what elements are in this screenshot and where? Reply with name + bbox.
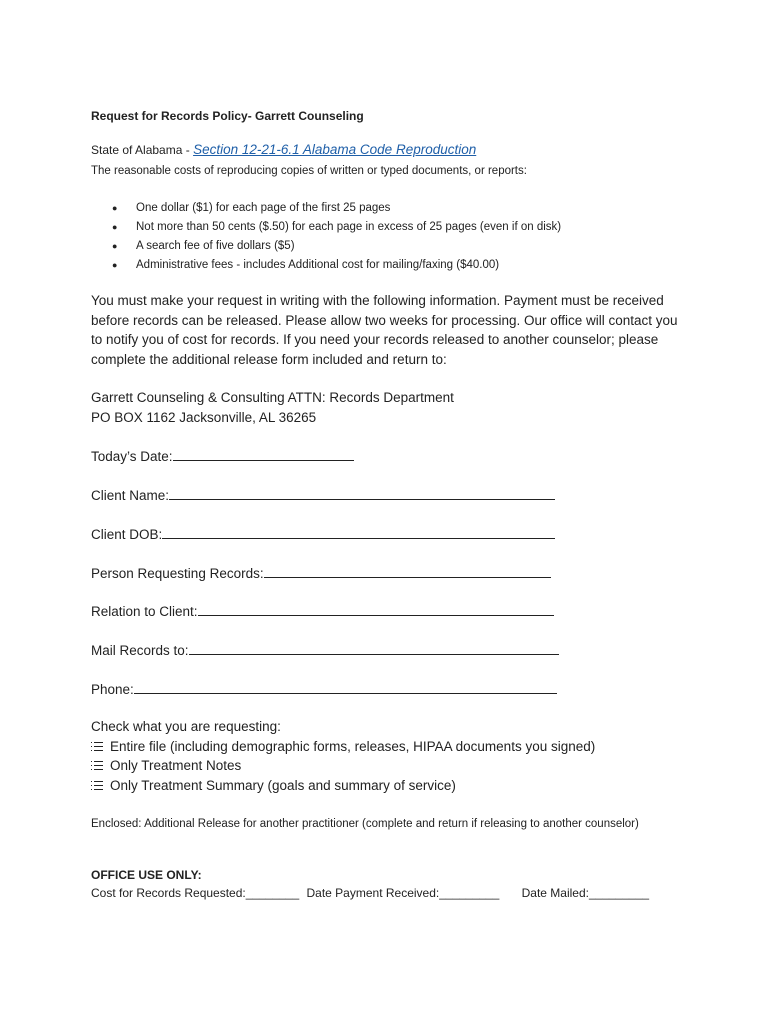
- phone-field: [91, 679, 557, 699]
- document-title: Request for Records Policy- Garrett Counseling: [91, 109, 364, 123]
- client-dob-input[interactable]: [162, 524, 555, 539]
- request-option[interactable]: [91, 756, 241, 776]
- request-option-label: Only Treatment Summary (goals and summary of service): [110, 778, 456, 793]
- alabama-code-link[interactable]: Section 12-21-6.1 Alabama Code Reproduction: [193, 142, 477, 157]
- request-option[interactable]: [91, 737, 595, 757]
- phone-label: Phone:: [91, 682, 134, 697]
- relation-label: Relation to Client:: [91, 604, 198, 619]
- date-mailed-field[interactable]: Date Mailed:_________: [521, 886, 650, 900]
- request-checklist-heading: Check what you are requesting:: [91, 719, 281, 734]
- phone-input[interactable]: [134, 679, 557, 694]
- client-name-field: [91, 485, 555, 505]
- relation-field: [91, 601, 554, 621]
- checklist-icon[interactable]: [91, 781, 103, 791]
- client-dob-field: [91, 524, 555, 544]
- mailing-address: [91, 388, 454, 427]
- fee-item: ● Administrative fees - includes Additional cost for mailing/faxing ($40.00): [112, 256, 561, 275]
- fee-item: ● Not more than 50 cents ($.50) for each page in excess of 25 pages (even if on disk): [112, 218, 561, 237]
- mail-to-field: [91, 640, 559, 660]
- state-prefix: State of Alabama -: [91, 143, 194, 157]
- request-option-label: Entire file (including demographic forms, releases, HIPAA documents you signed): [110, 739, 596, 754]
- client-name-input[interactable]: [169, 485, 555, 500]
- intro-text: The reasonable costs of reproducing copies of written or typed documents, or reports:: [91, 165, 527, 177]
- checklist-icon[interactable]: [91, 761, 103, 771]
- person-requesting-field: [91, 563, 551, 583]
- mail-to-label: Mail Records to:: [91, 643, 189, 658]
- fee-list: [112, 199, 561, 275]
- request-option[interactable]: [91, 776, 456, 796]
- todays-date-input[interactable]: [173, 446, 354, 461]
- fee-item: ● One dollar ($1) for each page of the first 25 pages: [112, 199, 561, 218]
- address-line-1: Garrett Counseling & Consulting ATTN: Records Department: [91, 390, 454, 405]
- mail-to-input[interactable]: [189, 640, 559, 655]
- person-requesting-input[interactable]: [264, 563, 551, 578]
- cost-requested-field[interactable]: Cost for Records Requested:________: [91, 886, 300, 900]
- address-line-2: PO BOX 1162 Jacksonville, AL 36265: [91, 409, 317, 425]
- enclosed-note: Enclosed: Additional Release for another practitioner (complete and return if releasing to another counselor): [91, 818, 639, 830]
- person-requesting-label: Person Requesting Records:: [91, 566, 264, 581]
- state-reference: [91, 142, 476, 157]
- todays-date-field: [91, 446, 354, 466]
- todays-date-label: Today’s Date:: [91, 449, 173, 464]
- checklist-icon[interactable]: [91, 742, 103, 752]
- instructions-paragraph: You must make your request in writing with the following information. Payment must be received before records can be released. Please allow two weeks for processing. Our office will contact you to notify you of cost for records. If you need your records released to another counselor; please complete the additional release form included and return to:: [91, 293, 678, 367]
- client-name-label: Client Name:: [91, 488, 170, 503]
- office-use-fields: [91, 886, 649, 900]
- relation-input[interactable]: [198, 601, 554, 616]
- payment-received-field[interactable]: Date Payment Received:_________: [306, 886, 500, 900]
- fee-item: ● A search fee of five dollars ($5): [112, 237, 561, 256]
- office-use-heading: OFFICE USE ONLY:: [91, 868, 202, 882]
- request-option-label: Only Treatment Notes: [110, 758, 242, 773]
- client-dob-label: Client DOB:: [91, 527, 163, 542]
